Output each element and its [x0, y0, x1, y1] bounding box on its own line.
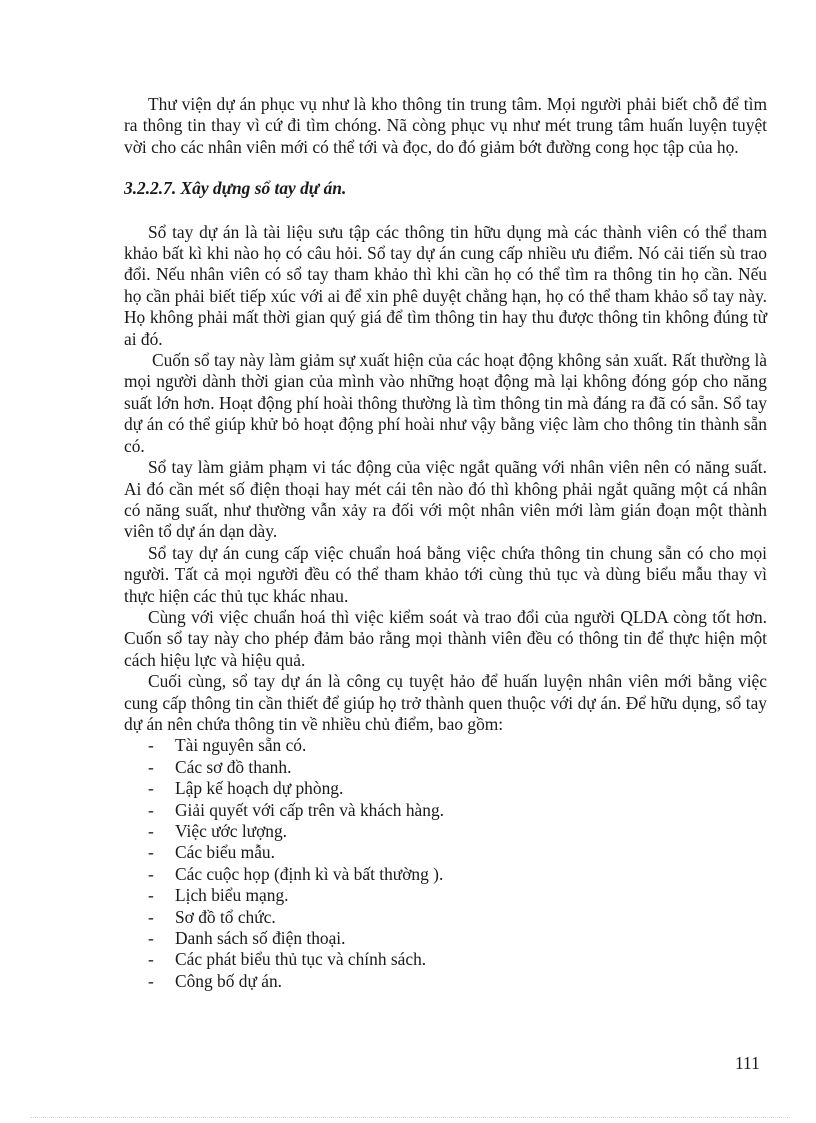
- page-content: [124, 94, 767, 992]
- list-item: - Các cuộc họp (định kì và bất thường ).: [148, 863, 444, 884]
- list-dash: -: [148, 927, 154, 948]
- list-dash: -: [148, 756, 154, 777]
- list-dash: -: [148, 820, 154, 841]
- body-paragraph: Cuối cùng, sổ tay dự án là công cụ tuyệt hảo để huấn luyện nhân viên mới bằng việc cung cấp thông tin cần thiết để giúp họ trở thành quen thuộc với dự án. Để hữu dụng, sổ tay dự án nên chứa thông tin về nhiều chủ điểm, bao gồm:: [124, 671, 767, 734]
- body-paragraph: Cùng với việc chuẩn hoá thì việc kiểm soát và trao đổi của người QLDA còng tốt hơn. Cuốn sổ tay này cho phép đảm bảo rằng mọi thành viên đều có thông tin để thực hiện một cách hiệu lực và hiệu quả.: [124, 606, 767, 670]
- list-item: - Các biểu mẫu.: [148, 842, 275, 863]
- list-item: - Lập kế hoạch dự phòng.: [148, 778, 344, 799]
- topic-list: [124, 735, 767, 992]
- list-item: - Lịch biểu mạng.: [148, 885, 289, 906]
- list-item: - Tài nguyên sẵn có.: [148, 735, 307, 756]
- body-paragraph: Sổ tay dự án là tài liệu sưu tập các thông tin hữu dụng mà các thành viên có thể tham khảo bất kì khi nào họ có câu hỏi. Sổ tay dự án cung cấp nhiều ưu điểm. Nó cải tiến sù trao đổi. Nếu nhân viên có sổ tay tham khảo thì khi cần họ có thể tìm ra thông tin họ cần. Nếu họ cần phải biết tiếp xúc với ai để xin phê duyệt chẳng hạn, họ có thể tham khảo sổ tay này. Họ không phải mất thời gian quý giá để tìm thông tin hay thu được thông tin không đúng từ ai đó.: [124, 221, 767, 349]
- list-dash: -: [148, 970, 154, 991]
- intro-paragraph: Thư viện dự án phục vụ như là kho thông tin trung tâm. Mọi người phải biết chỗ để tìm ra thông tin thay vì cứ đi tìm chóng. Nã còng phục vụ như mét trung tâm huấn luyện tuyệt vời cho các nhân viên mới có thể tới và đọc, do đó giảm bớt đường cong học tập của họ.: [124, 94, 767, 157]
- list-dash: -: [148, 842, 154, 863]
- list-dash: -: [148, 863, 154, 884]
- list-item: - Việc ước lượng.: [148, 820, 288, 841]
- list-dash: -: [148, 799, 154, 820]
- list-dash: -: [148, 906, 154, 927]
- list-item: - Các phát biểu thủ tục và chính sách.: [148, 949, 427, 970]
- body-paragraph: Sổ tay làm giảm phạm vi tác động của việc ngắt quãng với nhân viên nên có năng suất. Ai đó cần mét số điện thoại hay mét cái tên nào đó thì không phải ngắt quãng một cá nhân có năng suất, như thường vẫn xảy ra đối với một nhân viên mới làm gián đoạn một thành viên tổ dự án dạn dày.: [124, 457, 767, 542]
- list-item: - Các sơ đồ thanh.: [148, 756, 292, 777]
- list-dash: -: [148, 949, 154, 970]
- body-paragraph: Sổ tay dự án cung cấp việc chuẩn hoá bằng việc chứa thông tin chung sẵn có cho mọi người. Tất cả mọi người đều có thể tham khảo tới cùng thủ tục và dùng biểu mẫu thay vì thực hiện các thủ tục khác nhau.: [124, 542, 767, 606]
- list-item: - Sơ đồ tổ chức.: [148, 906, 276, 927]
- body-paragraph: Cuốn sổ tay này làm giảm sự xuất hiện của các hoạt động không sản xuất. Rất thường là mọi người dành thời gian của mình vào những hoạt động mà lại không đóng góp cho năng suất lớn hơn. Hoạt động phí hoài thông thường là tìm thông tin mà đáng ra đã có sẵn. Sổ tay dự án có thể giúp khử bỏ hoạt động phí hoài như vậy bằng việc làm cho thông tin thành sẵn có.: [124, 350, 767, 456]
- list-dash: -: [148, 885, 154, 906]
- list-item: - Danh sách số điện thoại.: [148, 927, 346, 948]
- section-heading: 3.2.2.7. Xây dựng sổ tay dự án.: [124, 178, 347, 199]
- list-dash: -: [148, 778, 154, 799]
- list-dash: -: [148, 735, 154, 756]
- list-item: - Giải quyết với cấp trên và khách hàng.: [148, 799, 444, 820]
- page-number: 111: [735, 1053, 760, 1073]
- page-bottom-divider: [30, 1117, 790, 1118]
- list-item: - Công bố dự án.: [148, 970, 283, 991]
